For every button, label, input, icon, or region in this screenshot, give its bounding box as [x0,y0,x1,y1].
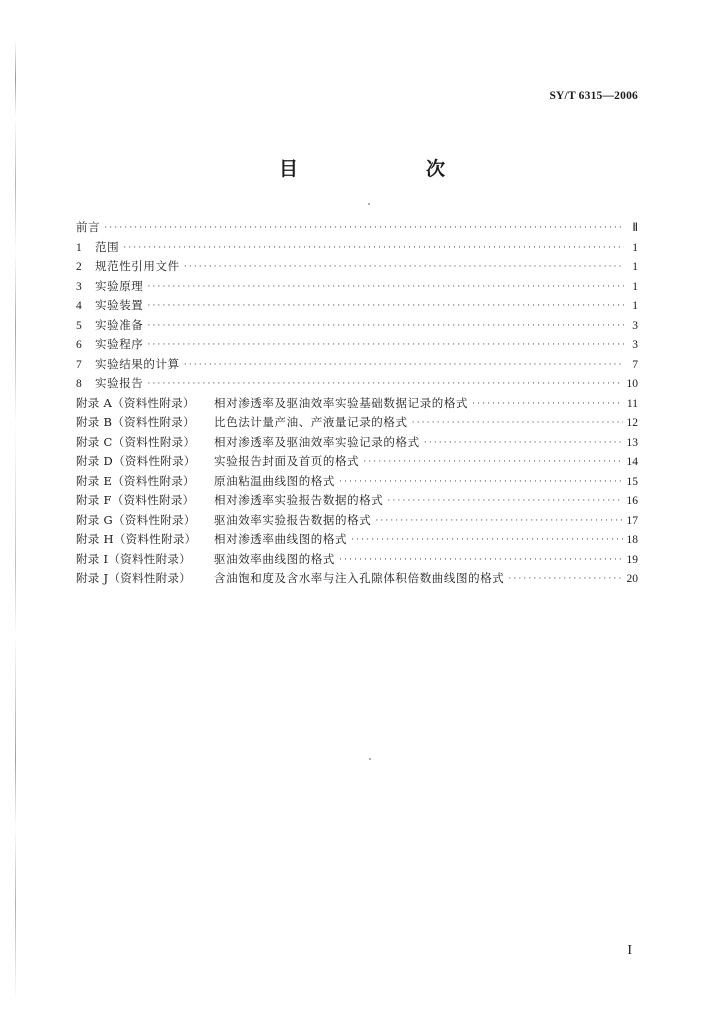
toc-appendix-number: 附录 A（资料性附录） [76,395,195,410]
toc-entry-page: 3 [632,319,638,332]
scan-edge-artifact [15,40,16,1000]
toc-entry-label: 相对渗透率及驱油效率实验基础数据记录的格式 [214,395,469,410]
toc-appendix-number: 附录 J（资料性附录） [76,571,192,585]
toc-entry-label: 实验原理 [95,278,144,293]
toc-entry-appendix-a[interactable] [76,395,638,415]
toc-entry-label: 含油饱和度及含水率与注入孔隙体积倍数曲线图的格式 [214,571,505,585]
toc-leader-dots [147,281,624,291]
scan-speck [368,203,370,205]
toc-entry-page: 7 [632,358,638,371]
toc-leader-dots [339,554,623,564]
toc-entry-number: 6 [76,339,82,351]
toc-appendix-number: 附录 F（资料性附录） [76,493,195,507]
toc-entry-2[interactable] [76,258,638,278]
toc-appendix-number: 附录 E（资料性附录） [76,473,195,488]
toc-entry-label: 比色法计量产油、产液量记录的格式 [214,415,408,429]
toc-entry-number: 8 [76,378,82,390]
toc-entry-label: 规范性引用文件 [95,259,180,273]
toc-entry-label: 前言 [76,220,101,234]
standard-code: SY/T 6315—2006 [549,90,638,102]
toc-entry-page: 1 [632,300,638,312]
toc-entry-6[interactable] [76,336,638,356]
toc-entry-8[interactable] [76,375,638,395]
toc-leader-dots [147,300,624,310]
page-title: 目 次 [278,158,475,180]
toc-entry-page: 13 [626,436,638,449]
toc-entry-label: 原油粘温曲线图的格式 [214,473,335,488]
toc-entry-page: 15 [626,475,638,488]
toc-entry-number: 7 [76,358,82,371]
toc-entry-foreword[interactable] [76,219,638,239]
toc-entry-page: 14 [626,456,638,468]
toc-entry-1[interactable] [76,239,638,259]
toc-entry-appendix-i[interactable] [76,551,638,571]
toc-entry-page: 1 [632,261,638,273]
toc-appendix-number: 附录 I（资料性附录） [76,551,191,566]
toc-entry-page: 3 [632,339,638,351]
toc-entry-page: 18 [626,534,638,546]
toc-entry-5[interactable] [76,317,638,337]
toc-entry-number: 3 [76,280,82,293]
toc-leader-dots [424,437,623,447]
toc-entry-page: 10 [626,378,638,390]
toc-leader-dots [147,378,622,388]
toc-entry-appendix-j[interactable] [76,570,638,590]
toc-leader-dots [508,573,622,583]
toc-entry-page: 1 [632,280,638,293]
toc-entry-7[interactable] [76,356,638,376]
toc-entry-appendix-h[interactable] [76,531,638,551]
toc-entry-page: Ⅱ [632,222,638,234]
toc-entry-label: 相对渗透率及驱油效率实验记录的格式 [214,434,420,449]
toc-leader-dots [472,398,623,408]
toc-entry-3[interactable] [76,278,638,298]
toc-leader-dots [104,222,624,232]
toc-leader-dots [123,242,624,252]
toc-appendix-number: 附录 H（资料性附录） [76,532,197,546]
toc-entry-page: 19 [626,553,638,566]
toc-entry-number: 2 [76,261,82,273]
toc-entry-page: 11 [626,397,638,410]
toc-entry-label: 实验结果的计算 [95,356,180,371]
toc-entry-appendix-c[interactable] [76,434,638,454]
toc-entry-number: 5 [76,319,82,332]
toc-entry-label: 实验报告 [95,376,144,390]
toc-entry-label: 相对渗透率实验报告数据的格式 [214,493,384,507]
toc-entry-appendix-g[interactable] [76,512,638,532]
toc-entry-label: 实验报告封面及首页的格式 [214,454,360,468]
toc-leader-dots [184,359,624,369]
toc-entry-label: 相对渗透率曲线图的格式 [214,532,348,546]
scan-speck [369,758,371,760]
toc-entry-label: 实验准备 [95,317,144,332]
toc-leader-dots [339,476,623,486]
page-number: I [627,943,632,958]
toc-entry-page: 20 [626,573,638,585]
toc-appendix-number: 附录 B（资料性附录） [76,415,195,429]
toc-leader-dots [387,495,622,505]
toc-appendix-number: 附录 D（资料性附录） [76,454,196,468]
toc-entry-appendix-f[interactable] [76,492,638,512]
toc-leader-dots [412,417,623,427]
toc-entry-4[interactable] [76,297,638,317]
toc-appendix-number: 附录 G（资料性附录） [76,512,196,527]
toc-appendix-number: 附录 C（资料性附录） [76,434,196,449]
toc-entry-page: 12 [626,417,638,429]
toc-entry-label: 范围 [95,239,120,254]
toc-entry-label: 驱油效率曲线图的格式 [214,551,335,566]
toc-leader-dots [375,515,622,525]
toc-entry-appendix-b[interactable] [76,414,638,434]
toc-entry-appendix-e[interactable] [76,473,638,493]
toc-leader-dots [363,456,622,466]
toc-entry-number: 4 [76,300,82,312]
toc-leader-dots [351,534,622,544]
toc-entry-label: 实验程序 [95,337,144,351]
toc-entry-number: 1 [76,241,82,254]
toc-entry-page: 17 [626,514,638,527]
toc-leader-dots [184,261,624,271]
toc-entry-label: 驱油效率实验报告数据的格式 [214,512,372,527]
toc-leader-dots [147,339,624,349]
toc-entry-appendix-d[interactable] [76,453,638,473]
toc-entry-page: 1 [632,241,638,254]
toc-entry-page: 16 [626,495,638,507]
toc-leader-dots [147,320,624,330]
toc-entry-label: 实验装置 [95,298,144,312]
table-of-contents [76,219,638,590]
